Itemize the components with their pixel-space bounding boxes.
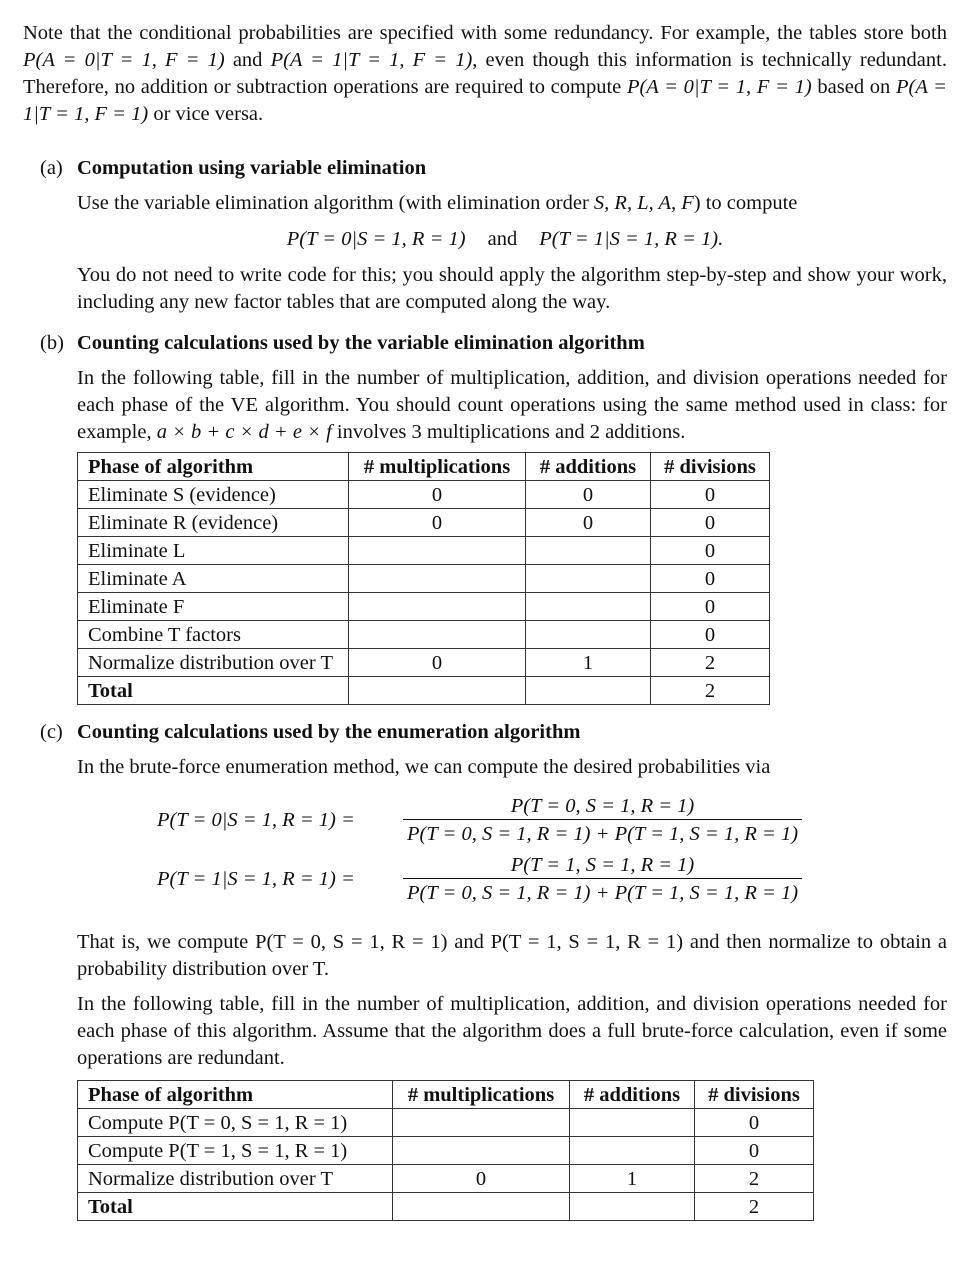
table-row (78, 1109, 814, 1137)
table-total-row (78, 1193, 814, 1221)
intro-math-3: P(A = 0|T = 1, F = 1) (626, 76, 812, 98)
part-a-intro (77, 190, 947, 217)
ve-operations-table (77, 452, 770, 705)
mult-cell[interactable]: 0 (393, 1165, 570, 1193)
table-row (78, 1165, 814, 1193)
add-cell[interactable] (526, 565, 651, 593)
part-b-text-2: involves 3 multiplications and 2 additions. (331, 421, 686, 443)
part-b-intro (77, 365, 947, 446)
intro-math-1: P(A = 0|T = 1, F = 1) (23, 49, 225, 71)
add-cell[interactable] (526, 677, 651, 705)
intro-math-4: P(A = 1|T = 1, F = 1) (23, 76, 947, 125)
table-row (78, 565, 770, 593)
eq1-numerator: P(T = 0, S = 1, R = 1) (510, 795, 695, 817)
header-additions: # additions (526, 453, 651, 481)
part-b-title: Counting calculations used by the variable elimination algorithm (77, 332, 645, 354)
phase-cell: Combine T factors (78, 621, 349, 649)
mult-cell[interactable] (393, 1193, 570, 1221)
intro-text-3: , even though this information is technically redundant. Therefore, no addition or subtraction operations are required to compute (23, 49, 947, 98)
phase-cell: Eliminate F (78, 593, 349, 621)
document-page (23, 20, 947, 1221)
display-left: P(T = 0|S = 1, R = 1) (286, 228, 466, 250)
intro-text-5: or vice versa. (148, 103, 264, 125)
header-multiplications: # multiplications (393, 1081, 570, 1109)
table-row (78, 649, 770, 677)
eq1-lhs: P(T = 0|S = 1, R = 1) = (157, 809, 355, 831)
add-cell[interactable] (526, 593, 651, 621)
add-cell[interactable]: 0 (526, 509, 651, 537)
part-b-text-1: In the following table, fill in the number of multiplication, addition, and division operations needed for each phase of the VE algorithm. You should count operations using the same method used in class: for example, (77, 367, 947, 443)
table-row (78, 537, 770, 565)
phase-cell: Normalize distribution over T (78, 649, 349, 677)
div-cell[interactable]: 2 (651, 677, 770, 705)
phase-cell: Eliminate S (evidence) (78, 481, 349, 509)
mult-cell[interactable] (349, 565, 526, 593)
add-cell[interactable] (570, 1137, 695, 1165)
eq2-denominator: P(T = 0, S = 1, R = 1) + P(T = 1, S = 1, R = 1) (403, 878, 802, 907)
part-a-label: (a) (40, 157, 63, 179)
phase-cell: Compute P(T = 0, S = 1, R = 1) (78, 1109, 393, 1137)
mult-cell[interactable]: 0 (349, 481, 526, 509)
header-divisions: # divisions (651, 453, 770, 481)
table-row (78, 1137, 814, 1165)
eq1-denominator: P(T = 0, S = 1, R = 1) + P(T = 1, S = 1, R = 1) (403, 819, 802, 848)
part-a-display-equation (23, 226, 947, 253)
eq2-numerator: P(T = 1, S = 1, R = 1) (510, 854, 695, 876)
table-total-row (78, 677, 770, 705)
phase-cell: Compute P(T = 1, S = 1, R = 1) (78, 1137, 393, 1165)
part-c-text-2: That is, we compute P(T = 0, S = 1, R = 1) and P(T = 1, S = 1, R = 1) and then normalize to obtain a probability distribution over T. (77, 931, 947, 980)
phase-cell: Eliminate R (evidence) (78, 509, 349, 537)
table-row (78, 509, 770, 537)
div-cell[interactable]: 0 (695, 1109, 814, 1137)
div-cell[interactable]: 2 (695, 1165, 814, 1193)
table-row (78, 481, 770, 509)
operation-example: a × b + c × d + e × f (156, 421, 332, 443)
phase-cell: Eliminate A (78, 565, 349, 593)
part-a-section (23, 155, 947, 316)
div-cell[interactable]: 2 (651, 649, 770, 677)
part-b-section (23, 330, 947, 705)
eq2-fraction (403, 852, 802, 907)
part-a-title: Computation using variable elimination (77, 157, 427, 179)
display-right: P(T = 1|S = 1, R = 1). (539, 228, 724, 250)
display-and: and (487, 228, 518, 250)
div-cell[interactable]: 0 (651, 537, 770, 565)
intro-paragraph (23, 20, 947, 128)
intro-text-1: Note that the conditional probabilities are specified with some redundancy. For example, the tables store both (23, 22, 947, 44)
mult-cell[interactable]: 0 (349, 509, 526, 537)
table-header-row (78, 453, 770, 481)
mult-cell[interactable] (349, 677, 526, 705)
header-divisions: # divisions (695, 1081, 814, 1109)
mult-cell[interactable] (393, 1137, 570, 1165)
header-phase: Phase of algorithm (78, 453, 349, 481)
table-row (78, 593, 770, 621)
total-label: Total (78, 1193, 393, 1221)
div-cell[interactable]: 0 (651, 565, 770, 593)
div-cell[interactable]: 0 (651, 481, 770, 509)
mult-cell[interactable] (349, 621, 526, 649)
part-c-label: (c) (40, 721, 63, 743)
table-row (78, 621, 770, 649)
part-c-intro: In the brute-force enumeration method, we can compute the desired probabilities via (77, 756, 771, 778)
part-b-label: (b) (40, 332, 64, 354)
add-cell[interactable] (570, 1109, 695, 1137)
div-cell[interactable]: 0 (695, 1137, 814, 1165)
phase-cell: Normalize distribution over T (78, 1165, 393, 1193)
add-cell[interactable] (526, 621, 651, 649)
mult-cell[interactable] (349, 537, 526, 565)
intro-text-4: based on (811, 76, 896, 98)
enumeration-operations-table (77, 1080, 814, 1221)
enumeration-equations (23, 791, 947, 909)
part-a-text-2: ) to compute (693, 192, 798, 214)
mult-cell[interactable] (393, 1109, 570, 1137)
part-a-text-1: Use the variable elimination algorithm (with elimination order (77, 192, 594, 214)
header-multiplications: # multiplications (349, 453, 526, 481)
part-c-section (23, 719, 947, 1221)
header-phase: Phase of algorithm (78, 1081, 393, 1109)
div-cell[interactable]: 0 (651, 509, 770, 537)
eq2-lhs: P(T = 1|S = 1, R = 1) = (157, 868, 355, 890)
equation-t1 (23, 850, 947, 909)
div-cell[interactable]: 2 (695, 1193, 814, 1221)
add-cell[interactable]: 0 (526, 481, 651, 509)
add-cell[interactable]: 1 (526, 649, 651, 677)
part-c-title: Counting calculations used by the enumeration algorithm (77, 721, 581, 743)
mult-cell[interactable]: 0 (349, 649, 526, 677)
mult-cell[interactable] (349, 593, 526, 621)
phase-cell: Eliminate L (78, 537, 349, 565)
intro-math-2: P(A = 1|T = 1, F = 1) (270, 49, 473, 71)
add-cell[interactable] (526, 537, 651, 565)
header-additions: # additions (570, 1081, 695, 1109)
equation-t0 (23, 791, 947, 850)
part-a-text-3: You do not need to write code for this; you should apply the algorithm step-by-step and show your work, including any new factor tables that are computed along the way. (77, 264, 947, 313)
intro-text-2: and (224, 49, 271, 71)
table-header-row (78, 1081, 814, 1109)
div-cell[interactable]: 0 (651, 621, 770, 649)
eq1-fraction (403, 793, 802, 848)
add-cell[interactable]: 1 (570, 1165, 695, 1193)
total-label: Total (78, 677, 349, 705)
div-cell[interactable]: 0 (651, 593, 770, 621)
part-c-text-3: In the following table, fill in the number of multiplication, addition, and division operations needed for each phase of this algorithm. Assume that the algorithm does a full brute-force calculation, even if some operations are redundant. (77, 993, 947, 1069)
add-cell[interactable] (570, 1193, 695, 1221)
elimination-order: S, R, L, A, F (593, 192, 694, 214)
